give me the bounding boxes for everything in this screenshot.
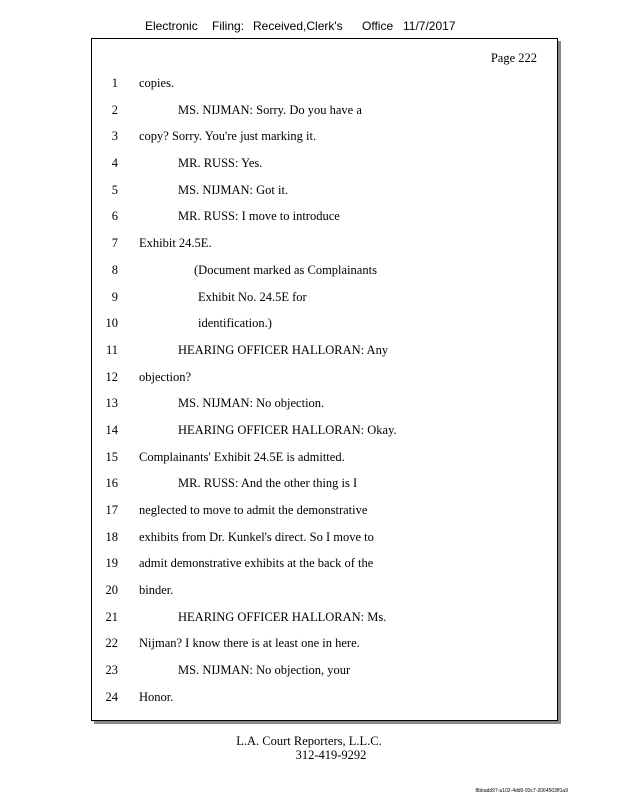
line-text: MS. NIJMAN: No objection. [178,396,325,411]
transcript-line [92,474,557,501]
line-text: HEARING OFFICER HALLORAN: Ms. [178,609,387,624]
transcript-line [92,581,557,608]
transcript-line [92,154,557,181]
court-reporter-phone: 312-419-9292 [295,748,367,762]
transcript-line [92,501,557,528]
filing-header-word-4: Office [362,19,394,33]
filing-header-word-5: 11/7/2017 [403,19,456,33]
line-number: 8 [111,262,118,277]
line-text: MS. NIJMAN: No objection, your [178,663,351,678]
transcript-line [92,288,557,315]
line-text: neglected to move to admit the demonstrative [139,503,368,517]
transcript-line [92,74,557,101]
line-text: exhibits from Dr. Kunkel's direct. So I move to [139,529,374,544]
transcript-line [92,368,557,395]
page-number: Page 222 [490,51,537,65]
transcript-line [92,314,557,341]
transcript-line [92,394,557,421]
line-number: 9 [111,289,118,304]
line-text: objection? [139,369,192,384]
line-number: 13 [105,396,118,411]
filing-header-word-2: Filing: [212,19,245,33]
transcript-line [92,528,557,555]
line-text: copy? Sorry. You're just marking it. [139,129,317,144]
line-number: 22 [105,636,118,651]
transcript-line [92,448,557,475]
line-number: 11 [105,342,118,357]
transcript-line [92,207,557,234]
line-text: MR. RUSS: And the other thing is I [178,476,358,491]
transcript-line [92,688,557,715]
line-text: binder. [139,583,174,598]
document-id: 8bbadd97-a102-4dd9-93c7-2064503ff1a9 [475,788,568,794]
line-text: MS. NIJMAN: Sorry. Do you have a [178,102,362,117]
line-number: 5 [111,182,118,197]
transcript-lines [92,74,557,715]
line-text: identification.) [198,316,272,331]
line-number: 19 [105,556,118,571]
line-text: MS. NIJMAN: Got it. [178,182,289,197]
line-text: Nijman? I know there is at least one in here. [139,636,360,651]
line-number: 15 [105,449,118,464]
line-text: Exhibit No. 24.5E for [198,289,307,304]
filing-header-word-1: Electronic [145,19,198,33]
transcript-page [91,38,558,721]
transcript-line [92,554,557,581]
court-reporter-name: L.A. Court Reporters, L.L.C. [236,734,382,748]
line-text: Complainants' Exhibit 24.5E is admitted. [139,449,345,464]
transcript-line [92,608,557,635]
line-number: 16 [105,476,118,491]
line-number: 20 [105,583,118,598]
line-number: 23 [105,663,118,678]
transcript-line [92,261,557,288]
transcript-line [92,634,557,661]
transcript-line [92,661,557,688]
line-number: 4 [111,156,118,171]
line-number: 18 [105,529,118,544]
transcript-line [92,101,557,128]
filing-header-word-3: Received,Clerk's [253,19,343,33]
transcript-line [92,181,557,208]
line-number: 1 [111,76,118,90]
transcript-line [92,234,557,261]
line-text: (Document marked as Complainants [194,262,377,277]
footer [0,734,618,762]
line-number: 17 [105,503,118,517]
transcript-line [92,341,557,368]
line-text: copies. [139,76,175,90]
line-text: MR. RUSS: Yes. [178,156,263,171]
line-number: 14 [105,422,118,437]
line-text: Exhibit 24.5E. [139,236,212,251]
transcript-line [92,127,557,154]
line-text: MR. RUSS: I move to introduce [178,209,340,224]
line-number: 2 [111,102,118,117]
line-number: 12 [105,369,118,384]
line-text: HEARING OFFICER HALLORAN: Okay. [178,422,397,437]
line-number: 3 [111,129,118,144]
line-number: 10 [105,316,118,331]
line-number: 6 [111,209,118,224]
line-text: Honor. [139,689,174,704]
line-number: 7 [111,236,118,251]
line-text: HEARING OFFICER HALLORAN: Any [178,342,389,357]
line-number: 21 [105,609,118,624]
line-text: admit demonstrative exhibits at the back of the [139,556,374,571]
transcript-line [92,421,557,448]
line-number: 24 [105,689,118,704]
